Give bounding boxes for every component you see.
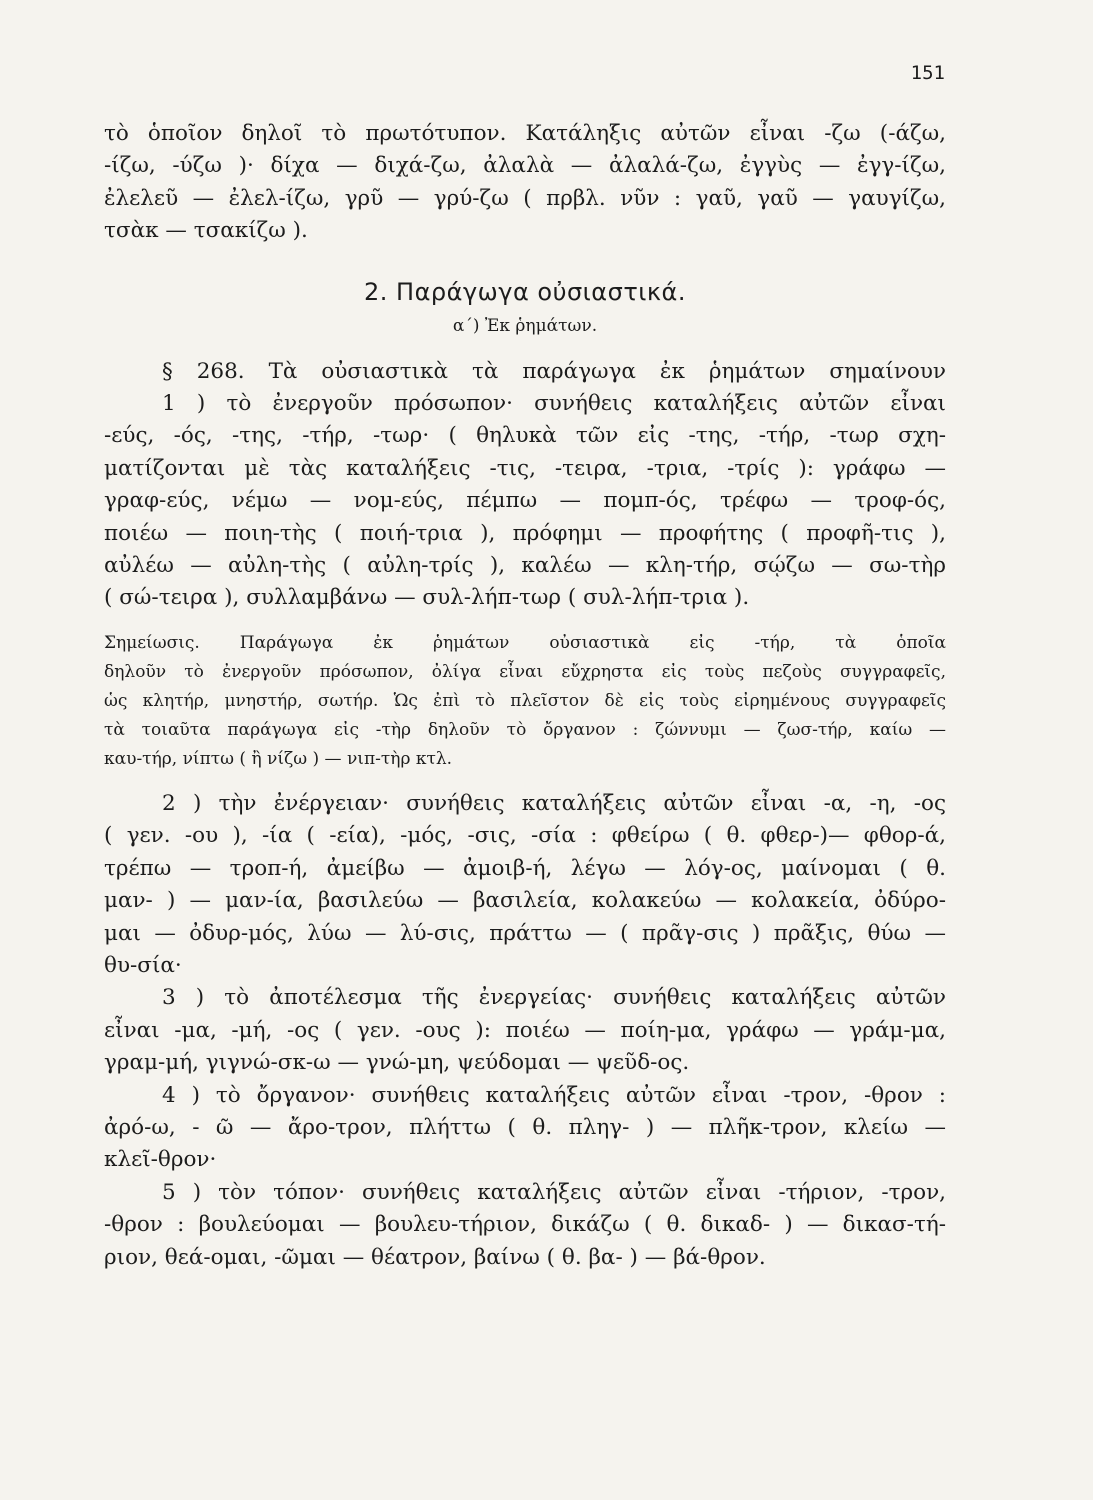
- paragraph-line: ( σώ-τειρα ), συλλαμβάνω — συλ-λήπ-τωρ ( συλ-λήπ-τρια ).: [104, 585, 750, 611]
- paragraph-line: μαν- ) — μαν-ία, βασιλεύω — βασιλεία, κολακεύω — κολακεία, ὀδύρο-: [104, 888, 946, 914]
- page-body: [104, 118, 946, 1274]
- note-block: [104, 629, 946, 774]
- paragraph-line: γραφ-εύς, νέμω — νομ-εύς, πέμπω — πομπ-ός, τρέφω — τροφ-ός,: [104, 488, 946, 514]
- paragraph-line: ποιέω — ποιη-τὴς ( ποιή-τρια ), πρόφημι — προφήτης ( προφῆ-τις ),: [104, 520, 946, 546]
- subsection-title: α΄) Ἐκ ῥημάτων.: [452, 315, 598, 336]
- paragraph-line: ( γεν. -ου ), -ία ( -εία), -μός, -σις, -σία : φθείρω ( θ. φθερ-)— φθορ-ά,: [104, 823, 946, 849]
- paragraph-line: -θρον : βουλεύομαι — βουλευ-τήριον, δικάζω ( θ. δικαδ- ) — δικασ-τή-: [104, 1212, 946, 1238]
- paragraph-line: εἶναι -μα, -μή, -ος ( γεν. -ους ): ποιέω — ποίη-μα, γράφω — γράμ-μα,: [104, 1017, 946, 1043]
- intro-line: -ίζω, -ύζω )· δίχα — διχά-ζω, ἀλαλὰ — ἀλαλά-ζω, ἐγγὺς — ἐγγ-ίζω,: [104, 153, 946, 179]
- note-line: τὰ τοιαῦτα παράγωγα εἰς -τὴρ δηλοῦν τὸ ὄργανον : ζώννυμι — ζωσ-τήρ, καίω —: [104, 719, 946, 740]
- intro-line: ἐλελεῦ — ἐλελ-ίζω, γρῦ — γρύ-ζω ( πρβλ. νῦν : γαῦ, γαῦ — γαυγίζω,: [104, 185, 946, 211]
- paragraph-line: κλεῖ-θρον·: [104, 1147, 217, 1173]
- note-line: ὡς κλητήρ, μνηστήρ, σωτήρ. Ὡς ἐπὶ τὸ πλεῖστον δὲ εἰς τοὺς εἰρημένους συγγραφεῖς: [104, 690, 946, 711]
- paragraph-line: αὐλέω — αὐλη-τὴς ( αὐλη-τρίς ), καλέω — κλη-τήρ, σῴζω — σω-τὴρ: [104, 553, 946, 579]
- intro-line: τσὰκ — τσακίζω ).: [104, 218, 308, 244]
- page-number: 151: [910, 62, 945, 84]
- note-line: δηλοῦν τὸ ἐνεργοῦν πρόσωπον, ὀλίγα εἶναι εὔχρηστα εἰς τοὺς πεζοὺς συγγραφεῖς,: [104, 661, 946, 682]
- paragraph-line: § 268. Τὰ οὐσιαστικὰ τὰ παράγωγα ἐκ ῥημάτων σημαίνουν: [162, 358, 946, 384]
- paragraph-line: θυ-σία·: [104, 952, 182, 978]
- paragraph-line: ἀρό-ω, - ῶ — ἄρο-τρον, πλήττω ( θ. πληγ- ) — πλῆκ-τρον, κλείω —: [104, 1114, 946, 1140]
- paragraph-line: 2 ) τὴν ἐνέργειαν· συνήθεις καταλήξεις αὐτῶν εἶναι -α, -η, -ος: [162, 790, 946, 816]
- paragraph-line: 3 ) τὸ ἀποτέλεσμα τῆς ἐνεργείας· συνήθεις καταλήξεις αὐτῶν: [162, 985, 946, 1011]
- paragraph-line: -εύς, -ός, -της, -τήρ, -τωρ· ( θηλυκὰ τῶν εἰς -της, -τήρ, -τωρ σχη-: [104, 423, 946, 449]
- paragraph-line: γραμ-μή, γιγνώ-σκ-ω — γνώ-μη, ψεύδομαι — ψεῦδ-ος.: [104, 1050, 690, 1076]
- paragraph-line: τρέπω — τροπ-ή, ἀμείβω — ἀμοιβ-ή, λέγω — λόγ-ος, μαίνομαι ( θ.: [104, 855, 946, 881]
- intro-line: τὸ ὁποῖον δηλοῖ τὸ πρωτότυπον. Κατάληξις αὐτῶν εἶναι -ζω (-άζω,: [104, 121, 946, 146]
- section-title: 2. Παράγωγα οὐσιαστικά.: [364, 277, 686, 306]
- paragraph-line: 1 ) τὸ ἐνεργοῦν πρόσωπον· συνήθεις καταλήξεις αὐτῶν εἶναι: [162, 391, 946, 417]
- note-line: καυ-τήρ, νίπτω ( ἢ νίζω ) — νιπ-τὴρ κτλ.: [104, 748, 453, 769]
- paragraph-line: μαι — ὀδυρ-μός, λύω — λύ-σις, πράττω — ( πρᾶγ-σις ) πρᾶξις, θύω —: [104, 920, 946, 946]
- note-line: Σημείωσις. Παράγωγα ἐκ ῥημάτων οὐσιαστικὰ εἰς -τήρ, τὰ ὁποῖα: [104, 632, 946, 653]
- paragraph-line: ματίζονται μὲ τὰς καταλήξεις -τις, -τειρα, -τρια, -τρίς ): γράφω —: [104, 455, 946, 481]
- paragraph-line: 4 ) τὸ ὄργανον· συνήθεις καταλήξεις αὐτῶν εἶναι -τρον, -θρον :: [162, 1082, 946, 1108]
- paragraph-line: 5 ) τὸν τόπον· συνήθεις καταλήξεις αὐτῶν εἶναι -τήριον, -τρον,: [162, 1179, 946, 1205]
- paragraph-line: ριον, θεά-ομαι, -ῶμαι — θέατρον, βαίνω ( θ. βα- ) — βά-θρον.: [104, 1244, 766, 1270]
